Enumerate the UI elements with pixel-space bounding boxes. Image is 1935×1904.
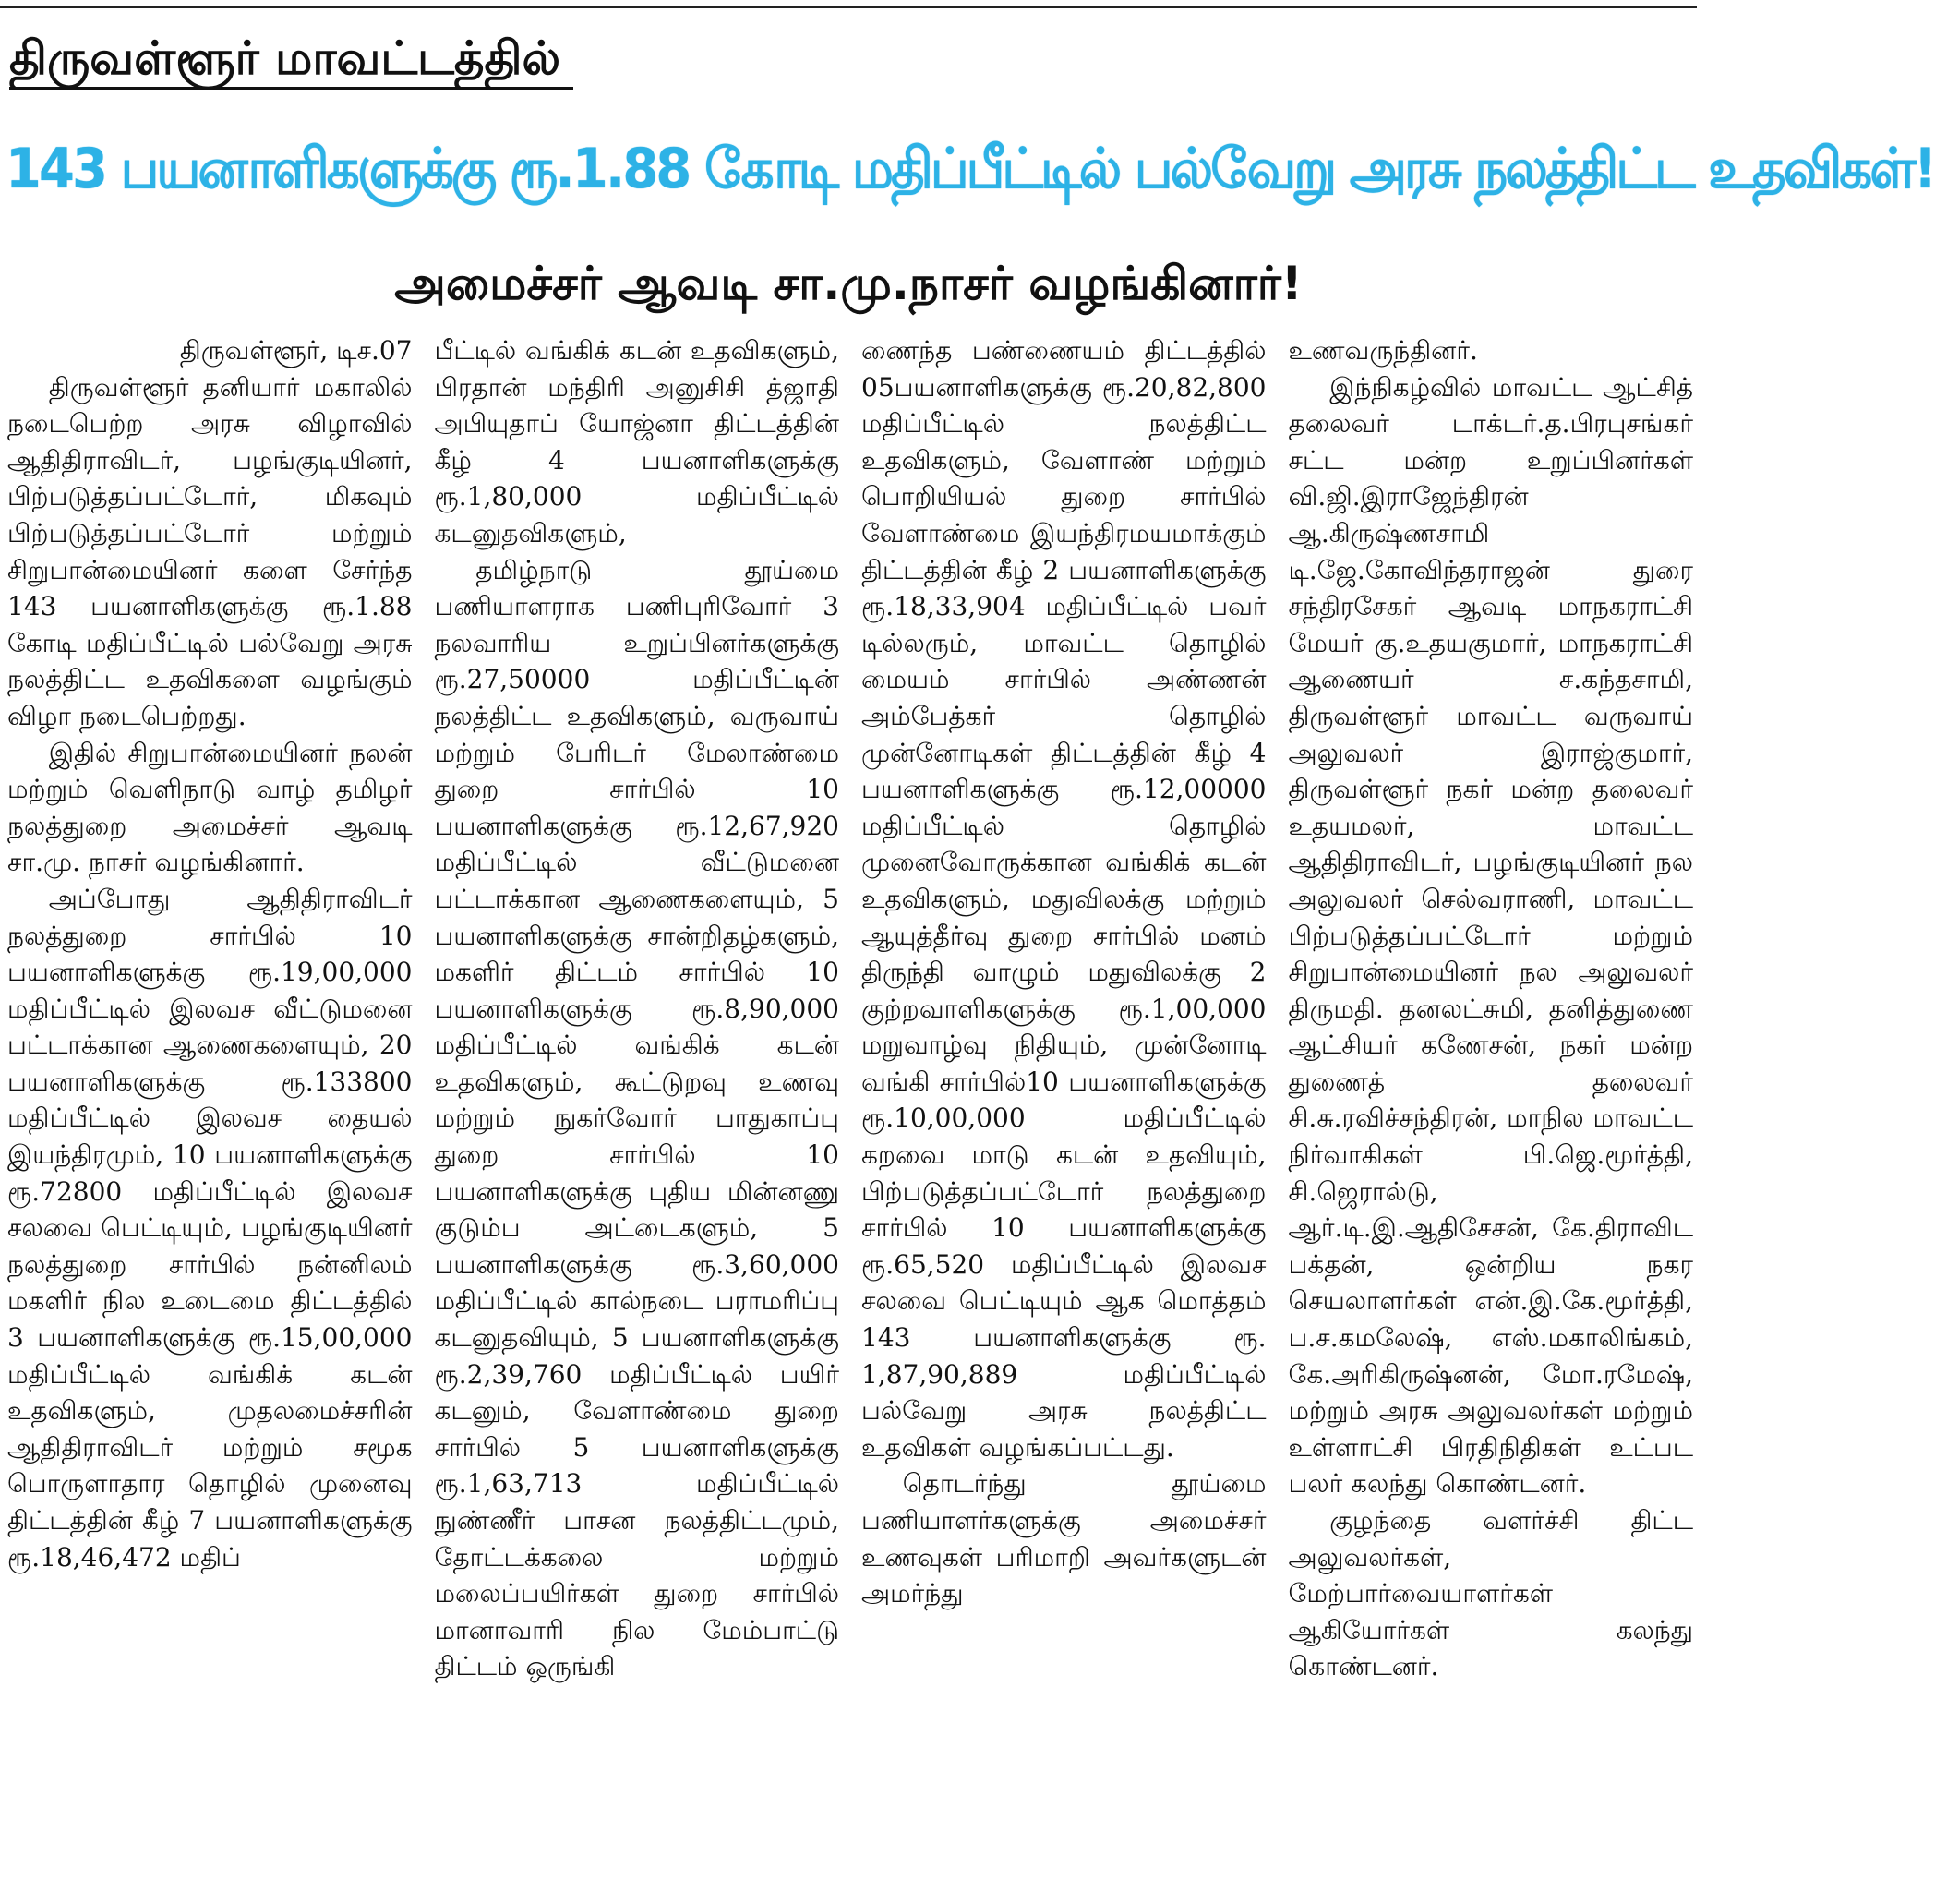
paragraph: இந்நிகழ்வில் மாவட்ட ஆட்சித் தலைவர் டாக்டர்.த.பிரபுசங்கர் சட்ட மன்ற உறுப்பினர்கள் வி.ஜி.இராஜேந்திரன் ஆ.கிருஷ்ணசாமி டி.ஜே.கோவிந்தராஜன் துரை சந்திரசேகர் ஆவடி மாநகராட்சி மேயர் கு.உதயகுமார், மாநகராட்சி ஆணையர் ச.கந்தசாமி, திருவள்ளூர் மாவட்ட வருவாய் அலுவலர் இராஜ்குமார், திருவள்ளூர் நகர் மன்ற தலைவர் உதயமலர், மாவட்ட ஆதிதிராவிடர், பழங்குடியினர் நல அலுவலர் செல்வராணி, மாவட்ட பிற்படுத்தப்பட்டோர் மற்றும் சிறுபான்மையினர் நல அலுவலர் திருமதி. தனலட்சுமி, தனித்துணை ஆட்சியர் கணேசன், நகர் மன்ற துணைத் தலைவர் சி.சு.ரவிச்சந்திரன், மாநில மாவட்ட நிர்வாகிகள் பி.ஜெ.மூர்த்தி, சி.ஜெரால்டு, ஆர்.டி.இ.ஆதிசேசன், கே.திராவிட பக்தன், ஒன்றிய நகர செயலாளர்கள் என்.இ.கே.மூர்த்தி, ப.ச.கமலேஷ், எஸ்.மகாலிங்கம், கே.அரிகிருஷ்னன், மோ.ரமேஷ், மற்றும் அரசு அலுவலர்கள் மற்றும் உள்ளாட்சி பிரதிநிதிகள் உட்பட பலர் கலந்து கொண்டனர். xyxy=(1288,371,1693,1500)
headline: 143 பயனாளிகளுக்கு ரூ.1.88 கோடி மதிப்பீட்டில் பல்வேறு அரசு நலத்திட்ட உதவிகள்! xyxy=(6,137,1935,201)
paragraph: அப்போது ஆதிதிராவிடர் நலத்துறை சார்பில் 10 பயனாளிகளுக்கு ரூ.19,00,000 மதிப்பீட்டில் இலவச வீட்டுமனை பட்டாக்கான ஆணைகளையும், 20 பயனாளிகளுக்கு ரூ.133800 மதிப்பீட்டில் இலவச தையல் இயந்திரமும், 10 பயனாளிகளுக்கு ரூ.72800 மதிப்பீட்டில் இலவச சலவை பெட்டியும், பழங்குடியினர் நலத்துறை சார்பில் நன்னிலம் மகளிர் நில உடைமை திட்டத்தில் 3 பயனாளிகளுக்கு ரூ.15,00,000 மதிப்பீட்டில் வங்கிக் கடன் உதவிகளும், முதலமைச்சரின் ஆதிதிராவிடர் மற்றும் சமூக பொருளாதார தொழில் முனைவு திட்டத்தின் கீழ் 7 பயனாளிகளுக்கு ரூ.18,46,472 மதிப் xyxy=(7,883,413,1573)
kicker: திருவள்ளூர் மாவட்டத்தில் xyxy=(9,30,573,90)
column-3 xyxy=(861,332,1267,1902)
paragraph: ணைந்த பண்ணையம் திட்டத்தில் 05பயனாளிகளுக்கு ரூ.20,82,800 மதிப்பீட்டில் நலத்திட்ட உதவிகளும், வேளாண் மற்றும் பொறியியல் துறை சார்பில் வேளாண்மை இயந்திரமயமாக்கும் திட்டத்தின் கீழ் 2 பயனாளிகளுக்கு ரூ.18,33,904 மதிப்பீட்டில் பவர் டில்லரும், மாவட்ட தொழில் மையம் சார்பில் அண்ணன் அம்பேத்கர் தொழில் முன்னோடிகள் திட்டத்தின் கீழ் 4 பயனாளிகளுக்கு ரூ.12,00000 மதிப்பீட்டில் தொழில் முனைவோருக்கான வங்கிக் கடன் உதவிகளும், மதுவிலக்கு மற்றும் ஆயுத்தீர்வு துறை சார்பில் மனம் திருந்தி வாழும் மதுவிலக்கு 2 குற்றவாளிகளுக்கு ரூ.1,00,000 மறுவாழ்வு நிதியும், முன்னோடி வங்கி சார்பில்10 பயனாளிகளுக்கு ரூ.10,00,000 மதிப்பீட்டில் கறவை மாடு கடன் உதவியும், பிற்படுத்தப்பட்டோர் நலத்துறை சார்பில் 10 பயனாளிகளுக்கு ரூ.65,520 மதிப்பீட்டில் இலவச சலவை பெட்டியும் ஆக மொத்தம் 143 பயனாளிகளுக்கு ரூ. 1,87,90,889 மதிப்பீட்டில் பல்வேறு அரசு நலத்திட்ட உதவிகள் வழங்கப்பட்டது. xyxy=(861,335,1267,1463)
paragraph: குழந்தை வளர்ச்சி திட்ட அலுவலர்கள், மேற்பார்வையாளர்கள் ஆகியோர்கள் கலந்து கொண்டனர். xyxy=(1288,1505,1693,1682)
paragraph: உணவருந்தினர். xyxy=(1288,335,1478,366)
dateline: திருவள்ளூர், டிச.07 xyxy=(179,335,413,366)
paragraph: தமிழ்நாடு தூய்மை பணியாளராக பணிபுரிவோர் 3 நலவாரிய உறுப்பினர்களுக்கு ரூ.27,50000 மதிப்பீட்டின் நலத்திட்ட உதவிகளும், வருவாய் மற்றும் பேரிடர் மேலாண்மை துறை சார்பில் 10 பயனாளிகளுக்கு ரூ.12,67,920 மதிப்பீட்டில் வீட்டுமனை பட்டாக்கான ஆணைகளையும், 5 பயனாளிகளுக்கு சான்றிதழ்களும், மகளிர் திட்டம் சார்பில் 10 பயனாளிகளுக்கு ரூ.8,90,000 மதிப்பீட்டில் வங்கிக் கடன் உதவிகளும், கூட்டுறவு உணவு மற்றும் நுகர்வோர் பாதுகாப்பு துறை சார்பில் 10 பயனாளிகளுக்கு புதிய மின்னணு குடும்ப அட்டைகளும், 5 பயனாளிகளுக்கு ரூ.3,60,000 மதிப்பீட்டில் கால்நடை பராமரிப்பு கடனுதவியும், 5 பயனாளிகளுக்கு ரூ.2,39,760 மதிப்பீட்டில் பயிர் கடனும், வேளாண்மை துறை சார்பில் 5 பயனாளிகளுக்கு ரூ.1,63,713 மதிப்பீட்டில் நுண்ணீர் பாசன நலத்திட்டமும், தோட்டக்கலை மற்றும் மலைப்பயிர்கள் துறை சார்பில் மானாவாரி நில மேம்பாட்டு திட்டம் ஒருங்கி xyxy=(434,554,839,1682)
column-2 xyxy=(435,332,840,1902)
article-body xyxy=(7,332,1693,1902)
paragraph: இதில் சிறுபான்மையினர் நலன் மற்றும் வெளிநாடு வாழ் தமிழர் நலத்துறை அமைச்சர் ஆவடி சா.மு. நாசர் வழங்கினார். xyxy=(7,737,413,878)
paragraph: பீட்டில் வங்கிக் கடன் உதவிகளும், பிரதான் மந்திரி அனுசிசி த்ஜாதி அபியுதாப் யோஜ்னா திட்டத்தின் கீழ் 4 பயனாளிகளுக்கு ரூ.1,80,000 மதிப்பீட்டில் கடனுதவிகளும், xyxy=(434,335,839,548)
column-4 xyxy=(1289,332,1694,1902)
top-rule xyxy=(0,6,1697,8)
paragraph: தொடர்ந்து தூய்மை பணியாளர்களுக்கு அமைச்சர் உணவுகள் பரிமாறி அவர்களுடன் அமர்ந்து xyxy=(861,1468,1267,1609)
paragraph: திருவள்ளூர் தனியார் மகாலில் நடைபெற்ற அரசு விழாவில் ஆதிதிராவிடர், பழங்குடியினர், பிற்படுத்தப்பட்டோர், மிகவும் பிற்படுத்தப்பட்டோர் மற்றும் சிறுபான்மையினர் களை சேர்ந்த 143 பயனாளிகளுக்கு ரூ.1.88 கோடி மதிப்பீட்டில் பல்வேறு அரசு நலத்திட்ட உதவிகளை வழங்கும் விழா நடைபெற்றது. xyxy=(7,371,413,731)
subheadline: அமைச்சர் ஆவடி சா.மு.நாசர் வழங்கினார்! xyxy=(394,257,1303,310)
column-1 xyxy=(7,332,413,1902)
